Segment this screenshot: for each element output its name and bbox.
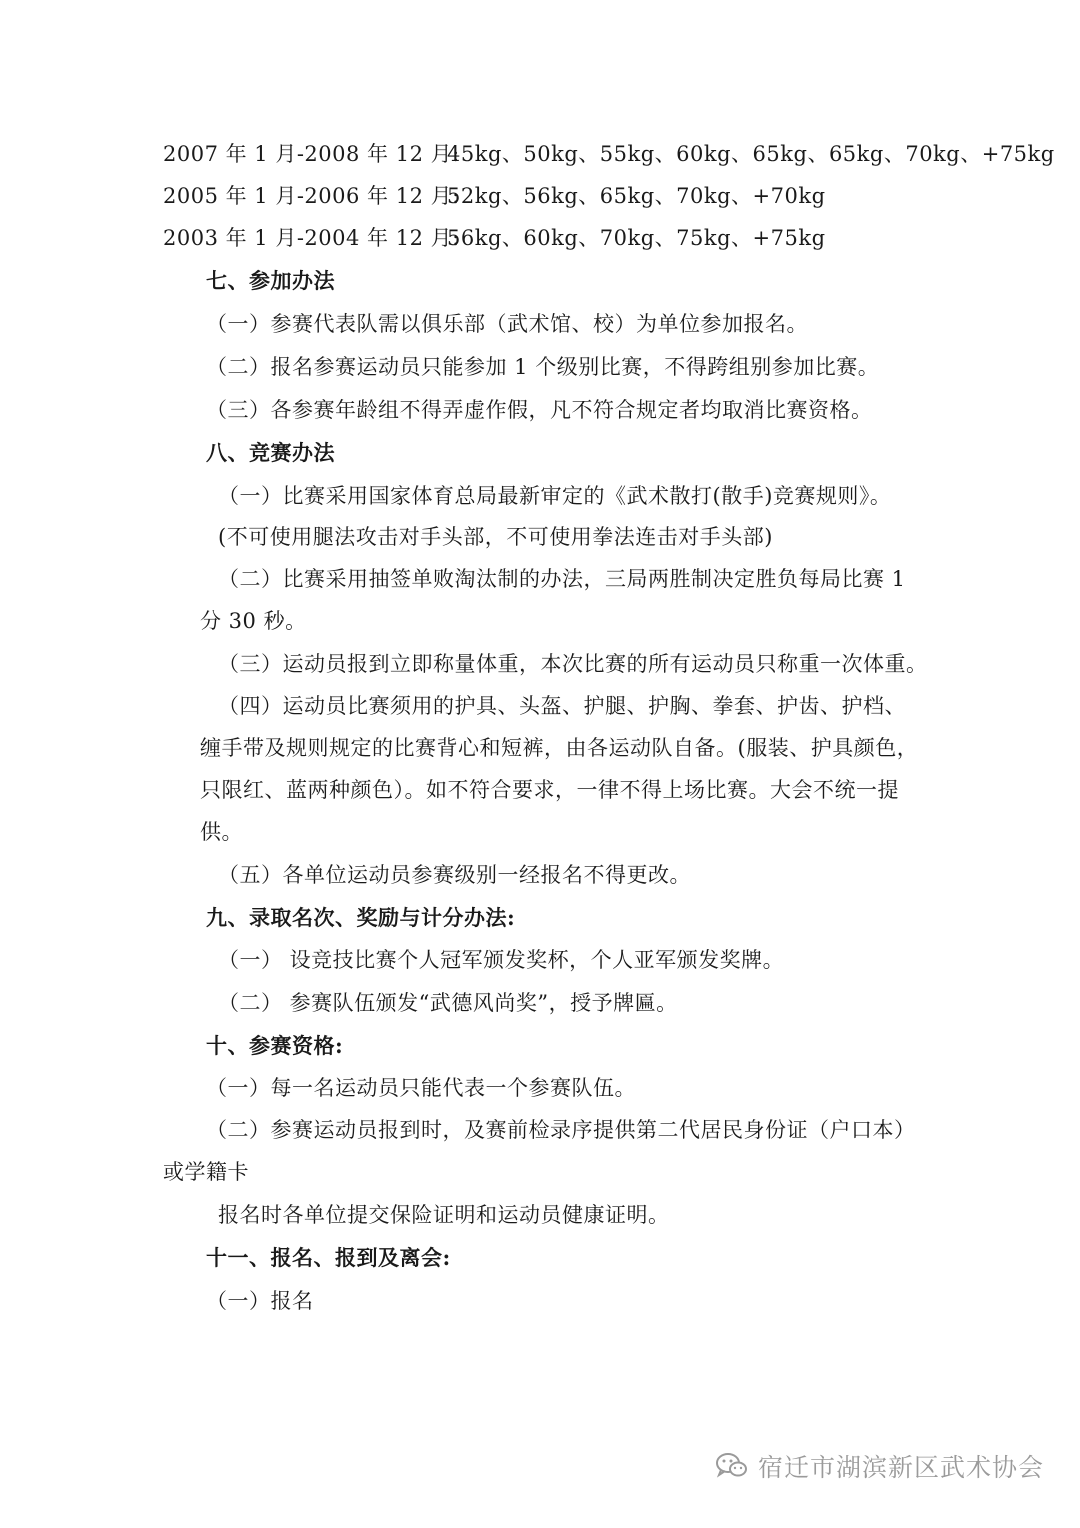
weight-class-row	[163, 140, 1055, 168]
section-heading: 八、竞赛办法	[206, 440, 335, 465]
paragraph-line: （四）运动员比赛须用的护具、头盔、护腿、护胸、拳套、护齿、护档、	[218, 694, 906, 718]
paragraph-line: （一）参赛代表队需以俱乐部（武术馆、校）为单位参加报名。	[206, 312, 808, 336]
paragraph-line: 缠手带及规则规定的比赛背心和短裤，由各运动队自备。(服装、护具颜色，	[200, 736, 919, 760]
weight-class-period: 2007 年 1 月-2008 年 12 月:	[163, 142, 460, 166]
wechat-icon	[716, 1452, 748, 1480]
paragraph-line: （三）运动员报到立即称量体重，本次比赛的所有运动员只称重一次体重。	[218, 652, 928, 676]
paragraph-line: 只限红、蓝两种颜色）。如不符合要求，一律不得上场比赛。大会不统一提	[200, 778, 899, 802]
paragraph-line: 或学籍卡	[163, 1160, 249, 1184]
paragraph-line: （一） 设竞技比赛个人冠军颁发奖杯，个人亚军颁发奖牌。	[218, 948, 785, 972]
paragraph-line: （二）比赛采用抽签单败淘汰制的办法，三局两胜制决定胜负每局比赛 1	[218, 567, 906, 591]
paragraph-line: （二） 参赛队伍颁发“武德风尚奖”，授予牌匾。	[218, 991, 678, 1015]
section-heading: 十、参赛资格:	[206, 1033, 344, 1058]
section-heading: 十一、报名、报到及离会:	[206, 1245, 451, 1270]
section-heading: 九、录取名次、奖励与计分办法:	[206, 905, 516, 930]
weight-class-period: 2003 年 1 月-2004 年 12 月:	[163, 226, 460, 250]
paragraph-line: 供。	[200, 820, 243, 844]
watermark-text: 宿迁市湖滨新区武术协会	[757, 1453, 1044, 1482]
weight-class-values: 52kg、56kg、65kg、70kg、+70kg	[447, 184, 826, 208]
paragraph-line: （一）比赛采用国家体育总局最新审定的《武术散打(散手)竞赛规则》。	[218, 484, 892, 508]
section-heading: 七、参加办法	[206, 268, 335, 293]
weight-class-period: 2005 年 1 月-2006 年 12 月:	[163, 184, 460, 208]
paragraph-line: （一）报名	[206, 1289, 314, 1313]
paragraph-line: (不可使用腿法攻击对手头部，不可使用拳法连击对手头部)	[218, 525, 773, 549]
paragraph-line: （三）各参赛年龄组不得弄虚作假，凡不符合规定者均取消比赛资格。	[206, 398, 873, 422]
weight-class-values: 56kg、60kg、70kg、75kg、+75kg	[447, 226, 826, 250]
watermark	[716, 1448, 1044, 1484]
paragraph-line: （五）各单位运动员参赛级别一经报名不得更改。	[218, 863, 691, 887]
paragraph-line: （一）每一名运动员只能代表一个参赛队伍。	[206, 1076, 636, 1100]
weight-class-row	[163, 182, 826, 210]
weight-class-values: 45kg、50kg、55kg、60kg、65kg、65kg、70kg、+75kg	[447, 142, 1055, 166]
paragraph-line: （二）参赛运动员报到时，及赛前检录序提供第二代居民身份证（户口本）	[206, 1118, 916, 1142]
paragraph-line: 分 30 秒。	[200, 609, 307, 633]
paragraph-line: （二）报名参赛运动员只能参加 1 个级别比赛，不得跨组别参加比赛。	[206, 355, 880, 379]
weight-class-row	[163, 224, 826, 252]
paragraph-line: 报名时各单位提交保险证明和运动员健康证明。	[218, 1203, 670, 1227]
